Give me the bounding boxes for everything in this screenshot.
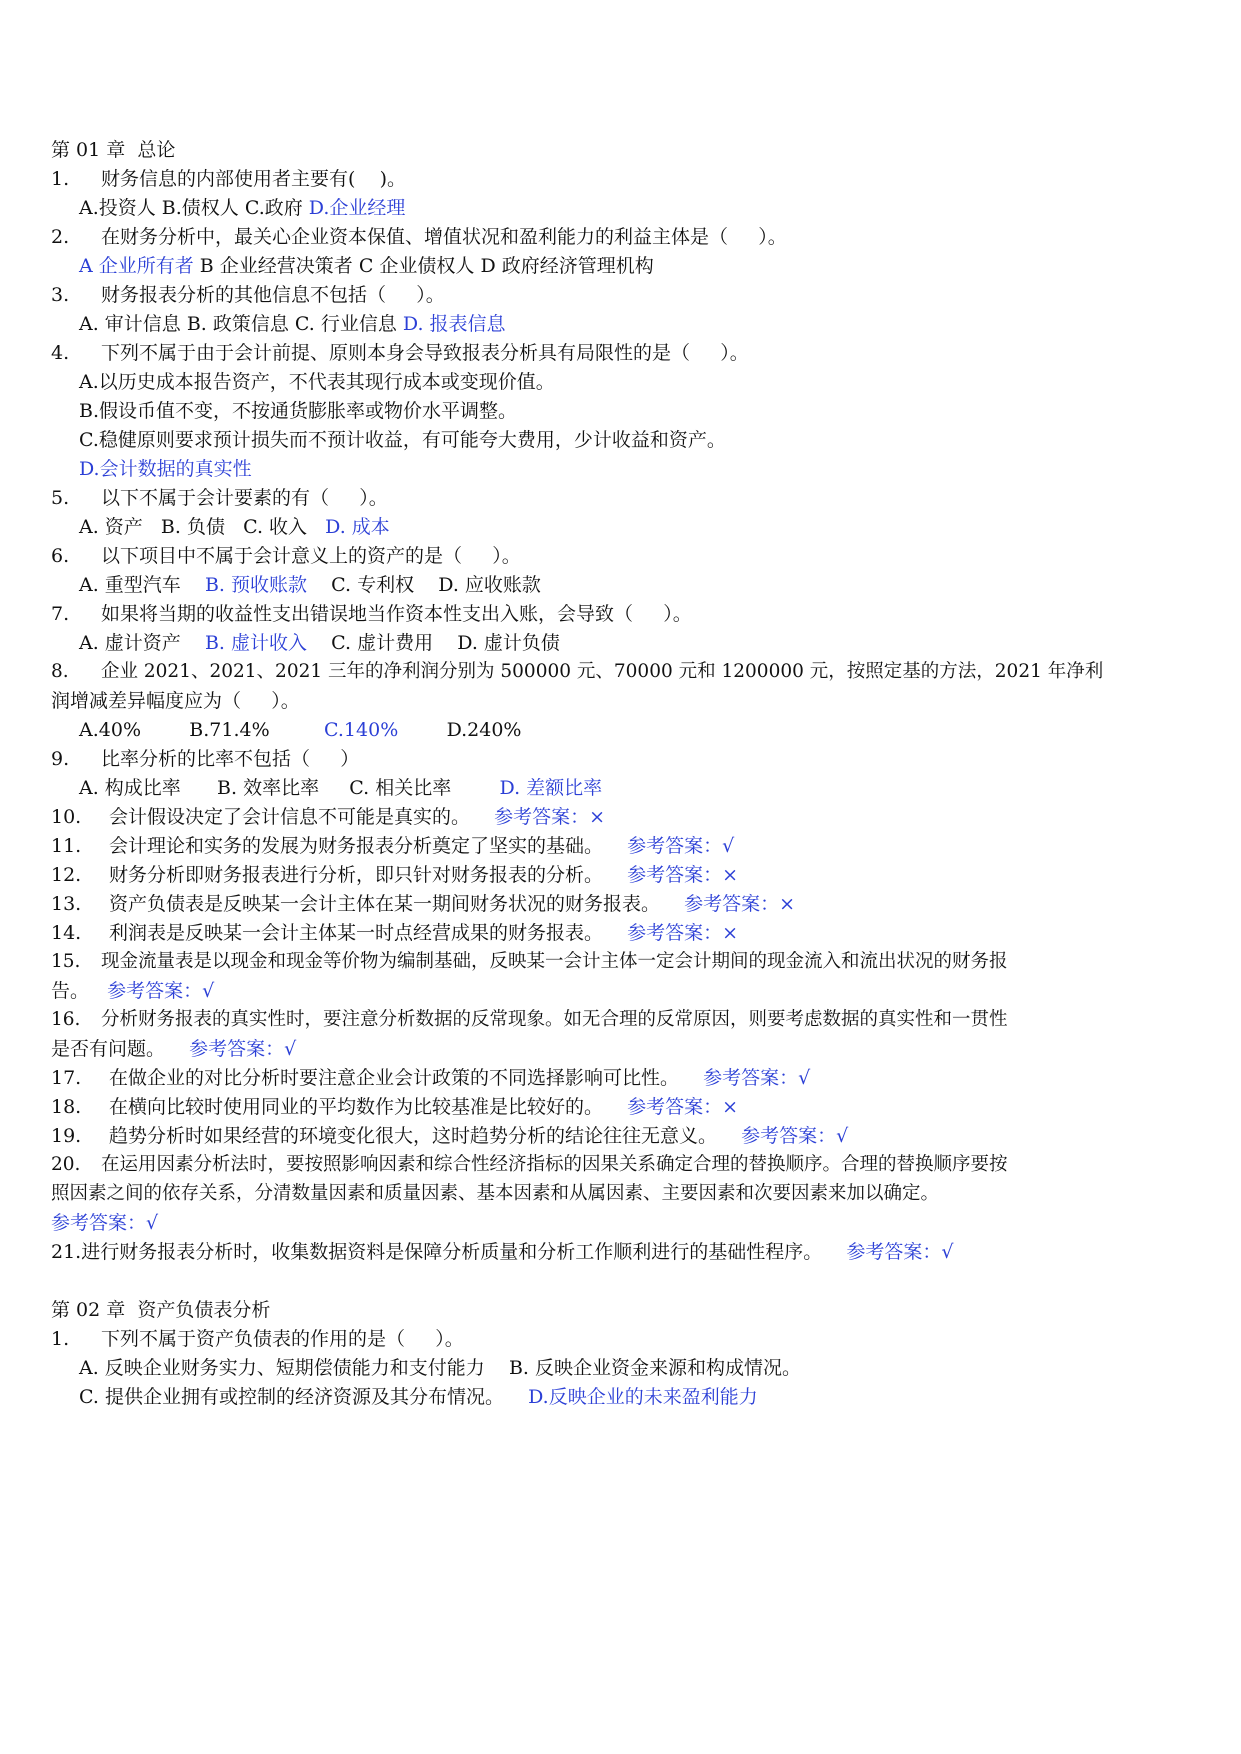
ch2-question-1-options-ab: A. 反映企业财务实力、短期偿债能力和支付能力 B. 反映企业资金来源和构成情况。 [79, 1357, 802, 1379]
correct-answer: B. 虚计收入 [204, 632, 308, 654]
question-text: 在横向比较时使用同业的平均数作为比较基准是比较好的。 [109, 1096, 628, 1118]
chapter-2-title: 第 02 章 资产负债表分析 [51, 1299, 271, 1321]
correct-answer: B. 预收账款 [204, 574, 308, 596]
question-number: 18. [51, 1096, 82, 1118]
question-number: 12. [51, 864, 82, 886]
ch2-question-1-options-cd [79, 1386, 758, 1408]
question-text: 现金流量表是以现金和现金等价物为编制基础，反映某一会计主体一定会计期间的现金流入和流出状况的财务报 [101, 951, 1008, 972]
question-text: 资产负债表是反映某一会计主体在某一期间财务状况的财务报表。 [109, 893, 685, 915]
correct-answer: A 企业所有者 [79, 255, 194, 277]
correct-answer: D. 报表信息 [402, 313, 506, 335]
options-text: A. 虚计资产 [79, 632, 205, 654]
question-1 [51, 168, 406, 190]
question-text: 财务报表分析的其他信息不包括（ ）。 [101, 284, 445, 306]
question-5 [51, 487, 388, 509]
question-text: 利润表是反映某一会计主体某一时点经营成果的财务报表。 [109, 922, 628, 944]
options-text: C. 专利权 D. 应收账款 [307, 574, 541, 596]
reference-answer: 参考答案：√ [189, 1038, 297, 1060]
option-b: B.假设币值不变，不按通货膨胀率或物价水平调整。 [79, 400, 518, 422]
question-text: 下列不属于资产负债表的作用的是（ ）。 [101, 1328, 464, 1350]
question-1-options [79, 197, 405, 219]
question-number: 11. [51, 835, 82, 857]
reference-answer: 参考答案：× [627, 864, 739, 886]
reference-answer: 参考答案：√ [703, 1067, 811, 1089]
question-text: 告。 [51, 980, 108, 1002]
option-a: A.以历史成本报告资产，不代表其现行成本或变现价值。 [79, 371, 555, 393]
reference-answer: 参考答案：√ [107, 980, 215, 1002]
question-15 [51, 951, 1008, 973]
question-7 [51, 603, 692, 625]
question-9-options [79, 777, 602, 799]
options-text: A.投资人 B.债权人 C.政府 [79, 197, 309, 219]
question-number: 16. [51, 1009, 81, 1030]
options-text: A. 资产 B. 负债 C. 收入 [79, 516, 326, 538]
correct-answer: D. 成本 [325, 516, 390, 538]
question-number: 1. [51, 168, 70, 190]
question-4 [51, 342, 749, 364]
correct-answer: D.企业经理 [308, 197, 406, 219]
correct-answer: D.反映企业的未来盈利能力 [528, 1386, 758, 1408]
question-11 [51, 835, 734, 857]
question-text: 如果将当期的收益性支出错误地当作资本性支出入账，会导致（ ）。 [101, 603, 692, 625]
question-7-options [79, 632, 560, 654]
question-text: 趋势分析时如果经营的环境变化很大，这时趋势分析的结论往往无意义。 [109, 1125, 742, 1147]
question-16 [51, 1009, 1008, 1031]
question-16-continued [51, 1038, 296, 1060]
question-3 [51, 284, 445, 306]
options-text: C. 虚计费用 D. 虚计负债 [307, 632, 560, 654]
reference-answer: 参考答案：× [684, 893, 796, 915]
question-text: 财务信息的内部使用者主要有( )。 [101, 168, 406, 190]
reference-answer: 参考答案：√ [51, 1212, 159, 1234]
question-number: 7. [51, 603, 70, 625]
question-number: 1. [51, 1328, 70, 1350]
question-text: 以下项目中不属于会计意义上的资产的是（ ）。 [101, 545, 521, 567]
question-8-continued: 润增减差异幅度应为（ ）。 [51, 690, 300, 712]
question-17 [51, 1067, 810, 1089]
question-number: 4. [51, 342, 70, 364]
reference-answer: 参考答案：√ [741, 1125, 849, 1147]
question-text: 分析财务报表的真实性时，要注意分析数据的反常现象。如无合理的反常原因，则要考虑数据的真实性和一贯性 [101, 1009, 1008, 1030]
question-number: 6. [51, 545, 70, 567]
question-number: 3. [51, 284, 70, 306]
correct-answer: D. 差额比率 [499, 777, 603, 799]
question-3-options [79, 313, 506, 335]
reference-answer: 参考答案：× [627, 1096, 739, 1118]
options-text: A. 重型汽车 [79, 574, 205, 596]
question-text: 以下不属于会计要素的有（ ）。 [101, 487, 388, 509]
reference-answer: 参考答案：× [627, 922, 739, 944]
question-21 [51, 1241, 954, 1263]
question-2-options [79, 255, 654, 277]
question-number: 5. [51, 487, 70, 509]
question-number: 19. [51, 1125, 82, 1147]
question-10 [51, 806, 605, 828]
ch2-question-1 [51, 1328, 464, 1350]
question-number: 15. [51, 951, 81, 972]
question-text: 是否有问题。 [51, 1038, 190, 1060]
question-6-options [79, 574, 541, 596]
question-number: 8. [51, 661, 69, 682]
question-text: 在运用因素分析法时，要按照影响因素和综合性经济指标的因果关系确定合理的替换顺序。合理的替换顺序要按 [101, 1154, 1008, 1175]
question-number: 14. [51, 922, 82, 944]
question-text: 企业 2021、2021、2021 三年的净利润分别为 500000 元、70000 元和 1200000 元，按照定基的方法，2021 年净利 [101, 661, 1104, 682]
correct-answer: C.140% [324, 719, 399, 741]
options-text: A.40% B.71.4% [79, 719, 325, 741]
question-text: 财务分析即财务报表进行分析，即只针对财务报表的分析。 [109, 864, 628, 886]
options-text: A. 审计信息 B. 政策信息 C. 行业信息 [79, 313, 403, 335]
question-5-options [79, 516, 390, 538]
question-number: 2. [51, 226, 70, 248]
reference-answer: 参考答案：√ [627, 835, 735, 857]
reference-answer: 参考答案：× [494, 806, 606, 828]
question-number: 9. [51, 748, 70, 770]
question-number: 10. [51, 806, 82, 828]
question-number: 13. [51, 893, 82, 915]
question-2 [51, 226, 787, 248]
question-8 [51, 661, 1103, 683]
question-number: 17. [51, 1067, 82, 1089]
chapter-1-title: 第 01 章 总论 [51, 139, 176, 161]
options-text: B 企业经营决策者 C 企业债权人 D 政府经济管理机构 [193, 255, 654, 277]
question-13 [51, 893, 795, 915]
option-c: C.稳健原则要求预计损失而不预计收益，有可能夸大费用，少计收益和资产。 [79, 429, 726, 451]
question-12 [51, 864, 738, 886]
question-8-options [79, 719, 521, 741]
question-text: 在做企业的对比分析时要注意企业会计政策的不同选择影响可比性。 [109, 1067, 704, 1089]
question-text: 下列不属于由于会计前提、原则本身会导致报表分析具有局限性的是（ ）。 [101, 342, 749, 364]
question-number: 20. [51, 1154, 81, 1175]
correct-answer: D.会计数据的真实性 [79, 458, 252, 480]
question-text: 会计理论和实务的发展为财务报表分析奠定了坚实的基础。 [109, 835, 628, 857]
options-text: A. 构成比率 B. 效率比率 C. 相关比率 [79, 777, 500, 799]
question-20 [51, 1154, 1008, 1176]
options-text: C. 提供企业拥有或控制的经济资源及其分布情况。 [79, 1386, 529, 1408]
question-text: 会计假设决定了会计信息不可能是真实的。 [109, 806, 495, 828]
question-15-continued [51, 980, 214, 1002]
question-text: 21.进行财务报表分析时，收集数据资料是保障分析质量和分析工作顺利进行的基础性程序。 [51, 1241, 847, 1263]
question-19 [51, 1125, 848, 1147]
question-18 [51, 1096, 738, 1118]
reference-answer: 参考答案：√ [846, 1241, 954, 1263]
question-14 [51, 922, 738, 944]
question-text: 在财务分析中，最关心企业资本保值、增值状况和盈利能力的利益主体是（ ）。 [101, 226, 787, 248]
question-6 [51, 545, 521, 567]
question-9 [51, 748, 359, 770]
options-text: D.240% [398, 719, 522, 741]
question-text: 比率分析的比率不包括（ ） [101, 748, 360, 770]
question-20-continued: 照因素之间的依存关系，分清数量因素和质量因素、基本因素和从属因素、主要因素和次要因素来加以确定。 [51, 1183, 940, 1204]
